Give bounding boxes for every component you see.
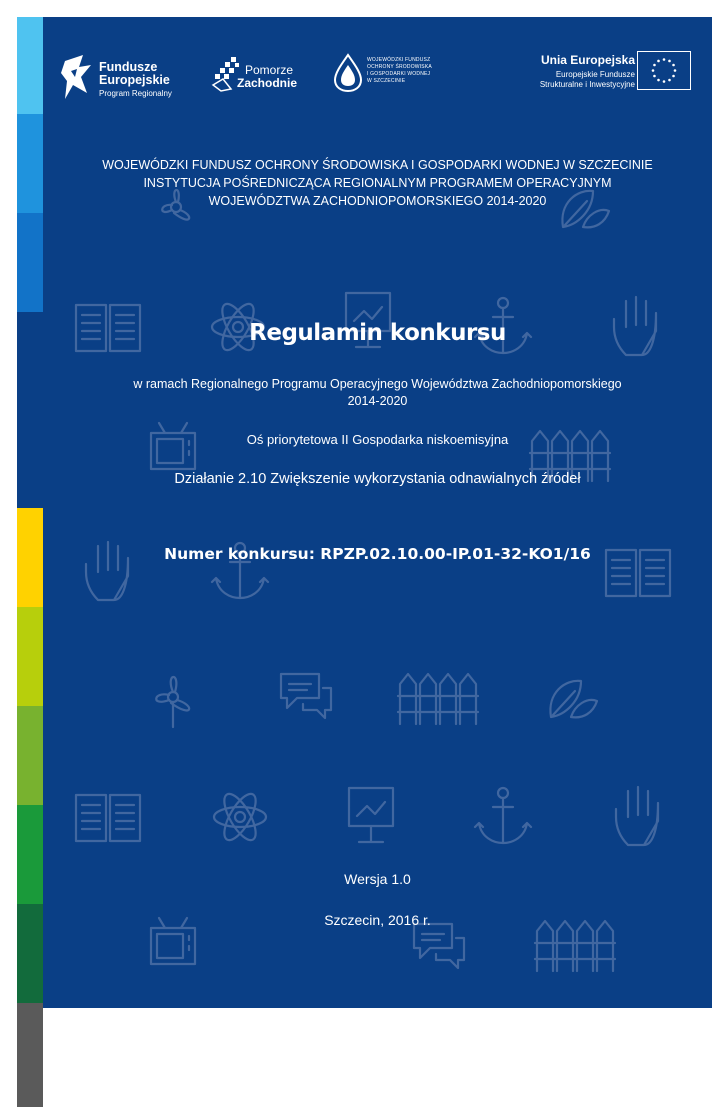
ue-line1: Unia Europejska bbox=[540, 53, 635, 67]
logo-bar bbox=[43, 37, 712, 117]
color-stripe-2 bbox=[17, 114, 43, 213]
eu-star bbox=[657, 79, 660, 82]
chat-bubbles-icon bbox=[281, 674, 331, 718]
color-stripe-9 bbox=[17, 805, 43, 904]
open-book-icon bbox=[76, 795, 140, 841]
pz-line2: Zachodnie bbox=[237, 76, 298, 90]
wfosigw-logo bbox=[333, 51, 463, 101]
eu-star bbox=[668, 79, 671, 82]
ue-line3: Strukturalne i Inwestycyjne bbox=[539, 80, 635, 89]
leaves-icon bbox=[550, 681, 597, 718]
color-stripe-11 bbox=[17, 1003, 43, 1107]
institution-line2: INSTYTUCJA POŚREDNICZĄCA REGIONALNYM PROGRAMEM OPERACYJNYM bbox=[143, 176, 612, 190]
fe-line2: Europejskie bbox=[99, 73, 170, 87]
eu-star bbox=[652, 69, 655, 72]
pz-line1: Pomorze bbox=[245, 63, 294, 77]
chat-bubbles-icon bbox=[414, 924, 464, 968]
anchor-icon bbox=[475, 788, 531, 843]
eu-star bbox=[657, 60, 660, 63]
raised-hand-icon bbox=[616, 787, 658, 845]
institution-heading bbox=[43, 156, 712, 210]
eu-star bbox=[674, 69, 677, 72]
color-stripe-7 bbox=[17, 607, 43, 706]
contest-number: Numer konkursu: RPZP.02.10.00-IP.01-32-KO1/16 bbox=[164, 545, 591, 563]
program-description bbox=[43, 376, 712, 410]
color-stripe-8 bbox=[17, 706, 43, 805]
eu-flag-icon bbox=[638, 52, 690, 89]
eu-star bbox=[663, 58, 666, 61]
wind-turbine-icon bbox=[156, 677, 189, 727]
color-stripe-10 bbox=[17, 904, 43, 1003]
fundusze-europejskie-star-icon bbox=[61, 53, 95, 103]
wfosigw-drop-icon bbox=[333, 53, 363, 93]
fe-line1: Fundusze bbox=[99, 60, 158, 74]
pomorze-zachodnie-logo bbox=[211, 51, 321, 101]
color-stripe-4 bbox=[17, 312, 43, 410]
institution-line1: WOJEWÓDZKI FUNDUSZ OCHRONY ŚRODOWISKA I GOSPODARKI WODNEJ W SZCZECINIE bbox=[102, 158, 653, 172]
color-stripe-bar bbox=[17, 17, 43, 1008]
program-line1: w ramach Regionalnego Programu Operacyjnego Województwa Zachodniopomorskiego bbox=[133, 377, 622, 391]
action-title: Działanie 2.10 Zwiększenie wykorzystania odnawialnych źródeł bbox=[174, 471, 581, 487]
version-label: Wersja 1.0 bbox=[344, 871, 411, 887]
presentation-board-icon bbox=[349, 788, 393, 842]
wf-line1: WOJEWÓDZKI FUNDUSZ bbox=[367, 57, 431, 63]
wf-line3: I GOSPODARKI WODNEJ bbox=[367, 71, 431, 77]
ue-line2: Europejskie Fundusze bbox=[555, 70, 635, 79]
fe-line3: Program Regionalny bbox=[99, 89, 172, 98]
wf-line4: W SZCZECINIE bbox=[367, 78, 406, 84]
color-stripe-5 bbox=[17, 410, 43, 508]
color-stripe-6 bbox=[17, 508, 43, 607]
priority-axis: Oś priorytetowa II Gospodarka niskoemisyjna bbox=[246, 432, 509, 447]
eu-star bbox=[653, 64, 656, 67]
eu-logo bbox=[483, 49, 703, 109]
wf-line2: OCHRONY ŚRODOWISKA bbox=[367, 64, 432, 70]
fundusze-europejskie-logo bbox=[61, 45, 211, 105]
cover-page bbox=[43, 17, 712, 1008]
fence-icon bbox=[398, 674, 478, 724]
eu-flag bbox=[637, 51, 691, 90]
eu-star bbox=[668, 60, 671, 63]
fence-icon bbox=[535, 921, 615, 971]
atom-icon bbox=[214, 789, 266, 844]
document-title: Regulamin konkursu bbox=[249, 320, 506, 346]
eu-star bbox=[663, 80, 666, 83]
eu-star bbox=[672, 64, 675, 67]
place-date: Szczecin, 2016 r. bbox=[324, 912, 431, 928]
program-line2: 2014-2020 bbox=[347, 394, 408, 408]
color-stripe-3 bbox=[17, 213, 43, 312]
eu-star bbox=[672, 75, 675, 78]
eu-star bbox=[653, 75, 656, 78]
institution-line3: WOJEWÓDZTWA ZACHODNIOPOMORSKIEGO 2014-2020 bbox=[208, 194, 547, 208]
color-stripe-1 bbox=[17, 17, 43, 114]
